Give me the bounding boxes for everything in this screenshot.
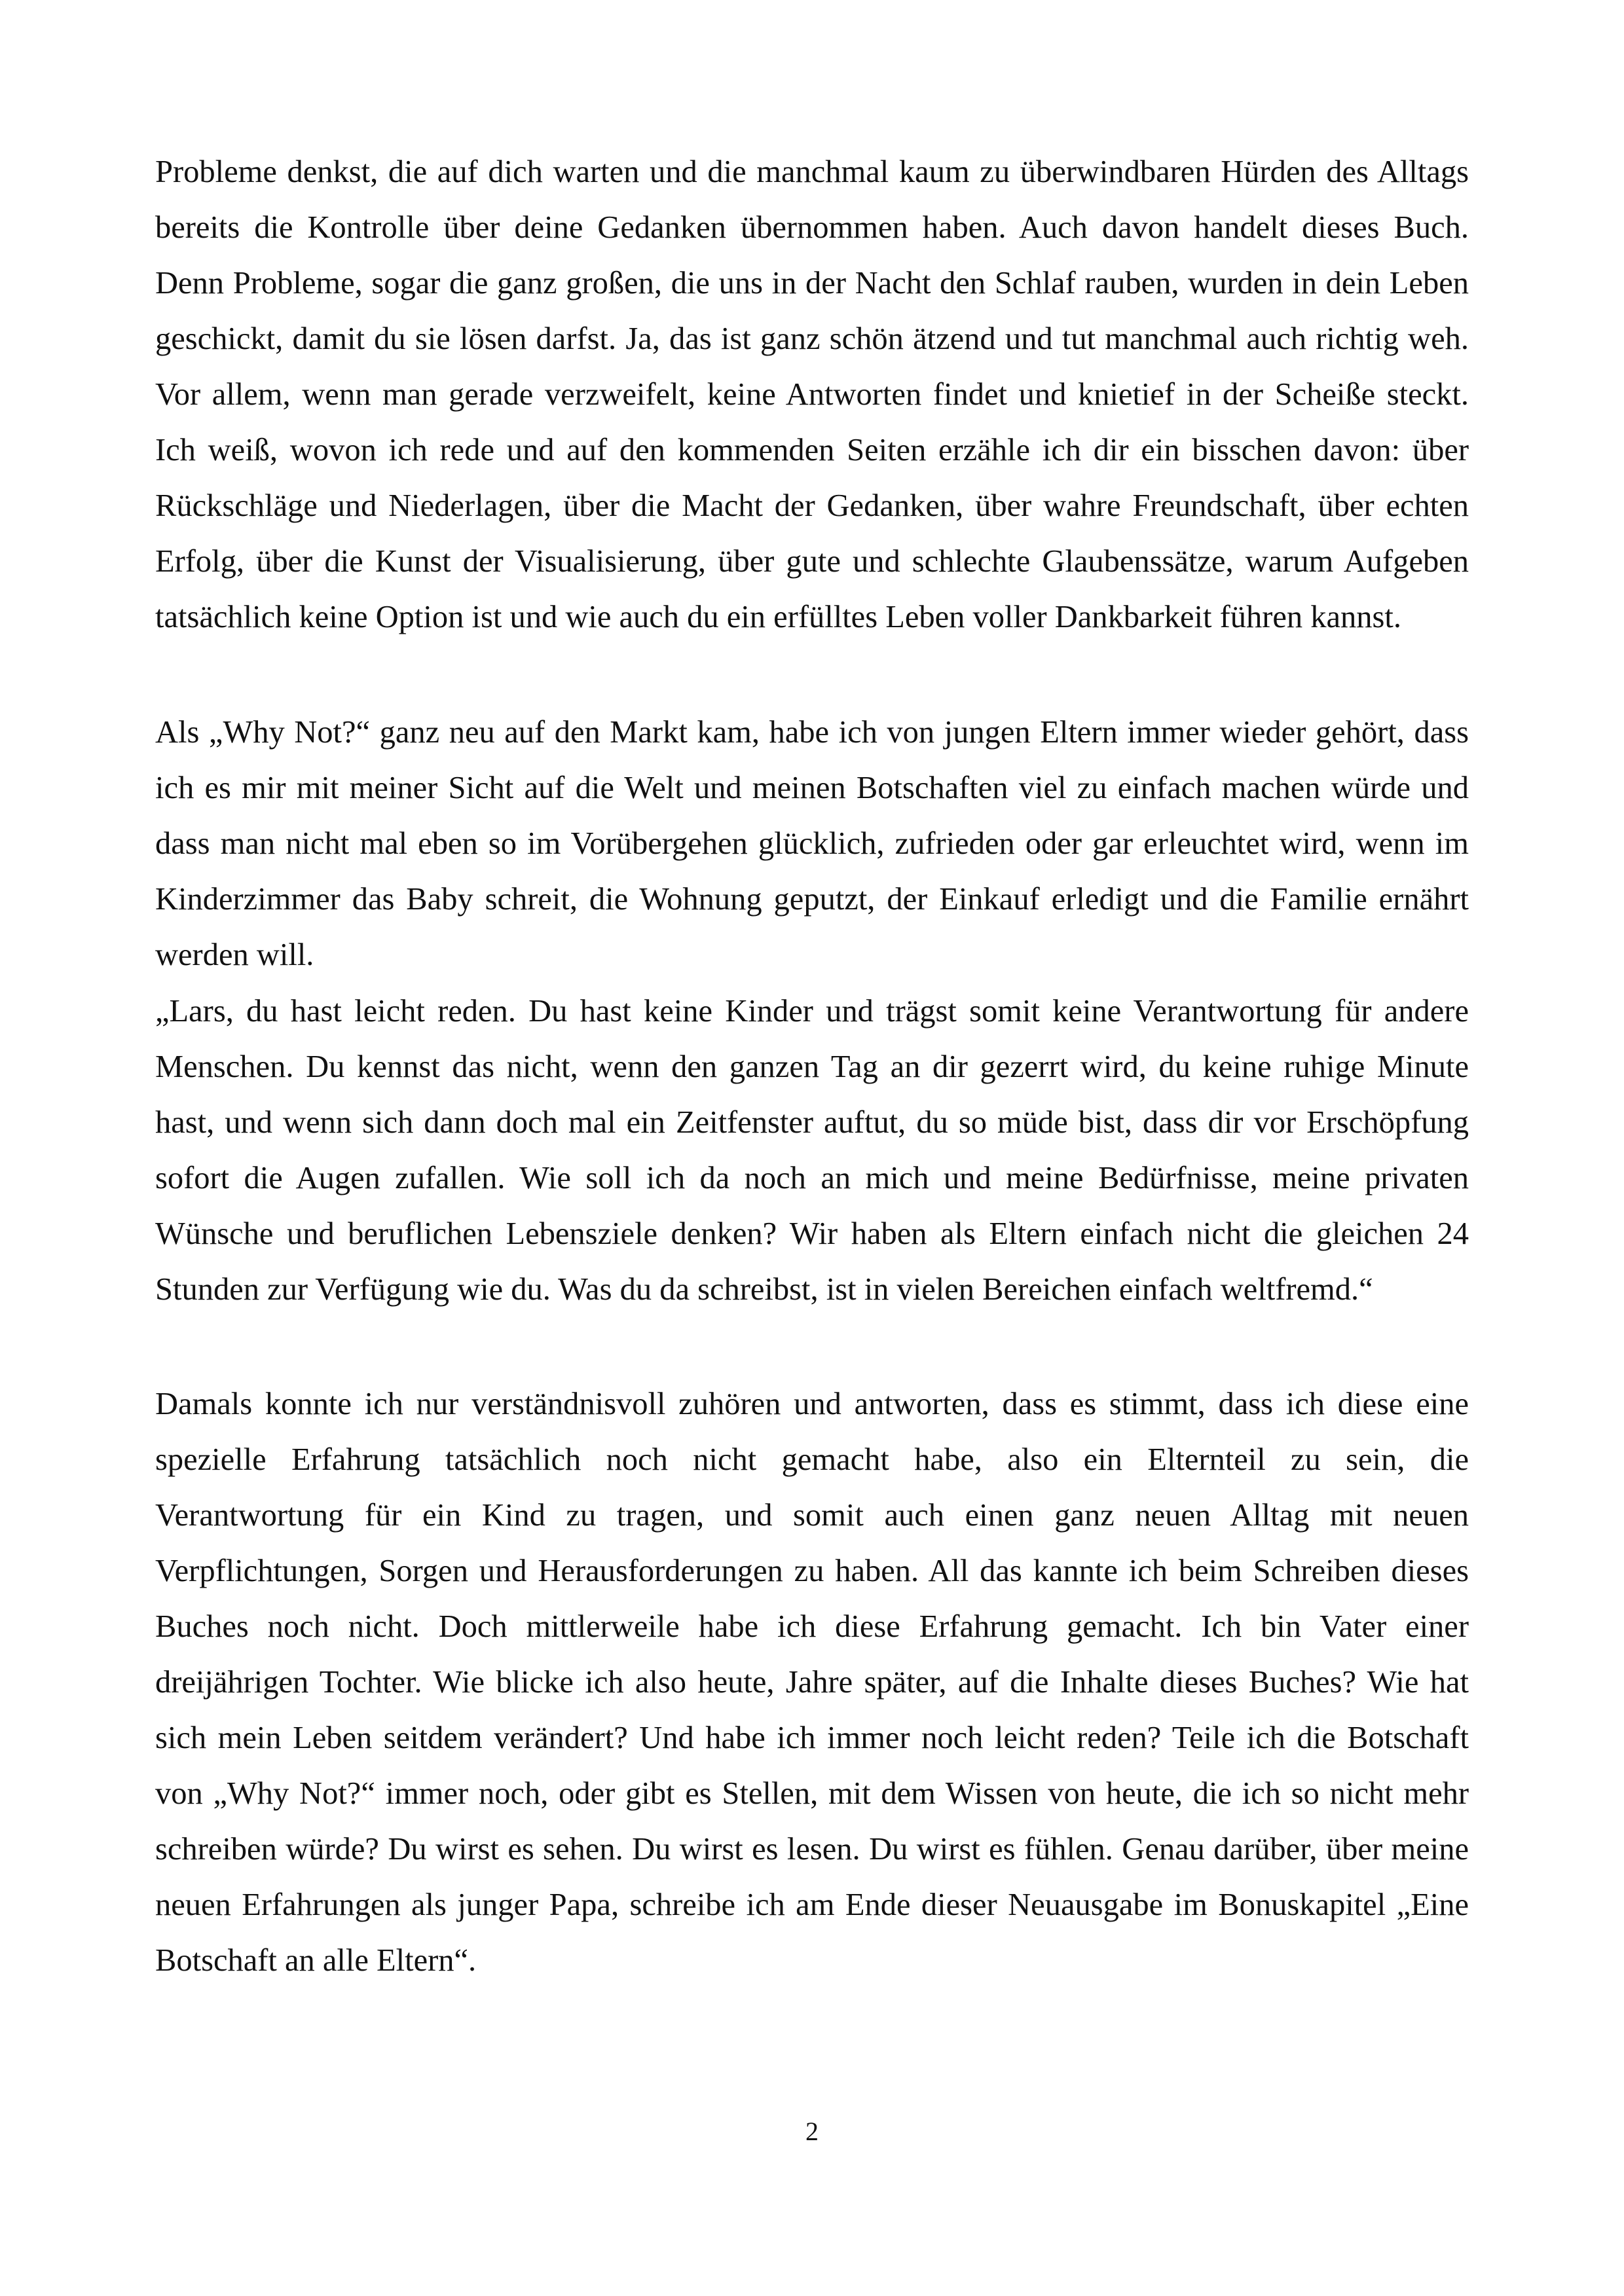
- text-line: schreiben würde? Du wirst es sehen. Du wirst es lesen. Du wirst es fühlen. Genau darüber, über meine: [155, 1832, 1469, 1867]
- text-line: ich es mir mit meiner Sicht auf die Welt und meinen Botschaften viel zu einfach machen würde und: [155, 771, 1469, 805]
- text-line: sofort die Augen zufallen. Wie soll ich da noch an mich und meine Bedürfnisse, meine privaten: [155, 1161, 1469, 1195]
- text-line: werden will.: [155, 938, 314, 972]
- text-line: Verpflichtungen, Sorgen und Herausforderungen zu haben. All das kannte ich beim Schreiben dieses: [155, 1554, 1469, 1588]
- text-line: „Lars, du hast leicht reden. Du hast keine Kinder und trägst somit keine Verantwortung für andere: [155, 994, 1469, 1029]
- text-line: neuen Erfahrungen als junger Papa, schreibe ich am Ende dieser Neuausgabe im Bonuskapitel „Eine: [155, 1887, 1469, 1922]
- text-line: Als „Why Not?“ ganz neu auf den Markt kam, habe ich von jungen Eltern immer wieder gehört, dass: [155, 715, 1469, 750]
- text-line: hast, und wenn sich dann doch mal ein Zeitfenster auftut, du so müde bist, dass dir vor Erschöpfung: [155, 1105, 1469, 1140]
- text-line: Wünsche und beruflichen Lebensziele denken? Wir haben als Eltern einfach nicht die gleichen 24: [155, 1216, 1469, 1251]
- text-line: sich mein Leben seitdem verändert? Und habe ich immer noch leicht reden? Teile ich die Botschaft: [155, 1721, 1469, 1755]
- text-line: Probleme denkst, die auf dich warten und die manchmal kaum zu überwindbaren Hürden des Alltags: [155, 155, 1469, 189]
- text-line: Buches noch nicht. Doch mittlerweile habe ich diese Erfahrung gemacht. Ich bin Vater einer: [155, 1609, 1469, 1644]
- text-line: Damals konnte ich nur verständnisvoll zuhören und antworten, dass es stimmt, dass ich diese eine: [155, 1387, 1469, 1421]
- text-line: Menschen. Du kennst das nicht, wenn den ganzen Tag an dir gezerrt wird, du keine ruhige Minute: [155, 1049, 1469, 1084]
- text-line: Botschaft an alle Eltern“.: [155, 1943, 477, 1978]
- text-line: Rückschläge und Niederlagen, über die Macht der Gedanken, über wahre Freundschaft, über echten: [155, 488, 1469, 523]
- text-line: dreijährigen Tochter. Wie blicke ich also heute, Jahre später, auf die Inhalte dieses Buches? Wie hat: [155, 1665, 1469, 1700]
- paragraph-2: [155, 704, 1469, 983]
- text-line: Vor allem, wenn man gerade verzweifelt, keine Antworten findet und knietief in der Scheiße steckt.: [155, 377, 1469, 412]
- text-line: Stunden zur Verfügung wie du. Was du da schreibst, ist in vielen Bereichen einfach weltfremd.“: [155, 1272, 1373, 1307]
- text-line: Verantwortung für ein Kind zu tragen, und somit auch einen ganz neuen Alltag mit neuen: [155, 1498, 1469, 1533]
- text-line: Denn Probleme, sogar die ganz großen, die uns in der Nacht den Schlaf rauben, wurden in dein Leben: [155, 266, 1469, 301]
- text-line: Kinderzimmer das Baby schreit, die Wohnung geputzt, der Einkauf erledigt und die Familie ernährt: [155, 882, 1469, 917]
- text-line: tatsächlich keine Option ist und wie auch du ein erfülltes Leben voller Dankbarkeit führen kannst.: [155, 600, 1402, 634]
- text-line: von „Why Not?“ immer noch, oder gibt es Stellen, mit dem Wissen von heute, die ich so nicht mehr: [155, 1776, 1469, 1811]
- text-line: bereits die Kontrolle über deine Gedanken übernommen haben. Auch davon handelt dieses Buch.: [155, 210, 1469, 245]
- text-line: Erfolg, über die Kunst der Visualisierung, über gute und schlechte Glaubenssätze, warum Aufgeben: [155, 544, 1469, 579]
- text-line: dass man nicht mal eben so im Vorübergehen glücklich, zufrieden oder gar erleuchtet wird, wenn im: [155, 826, 1469, 861]
- text-line: geschickt, damit du sie lösen darfst. Ja, das ist ganz schön ätzend und tut manchmal auch richtig weh.: [155, 321, 1469, 356]
- text-line: spezielle Erfahrung tatsächlich noch nicht gemacht habe, also ein Elternteil zu sein, die: [155, 1442, 1469, 1477]
- paragraph-1: [155, 144, 1469, 645]
- page-number: 2: [805, 2117, 819, 2146]
- paragraph-3-quote: [155, 983, 1469, 1317]
- paragraph-4: [155, 1376, 1469, 1988]
- text-line: Ich weiß, wovon ich rede und auf den kommenden Seiten erzähle ich dir ein bisschen davon: über: [155, 433, 1469, 467]
